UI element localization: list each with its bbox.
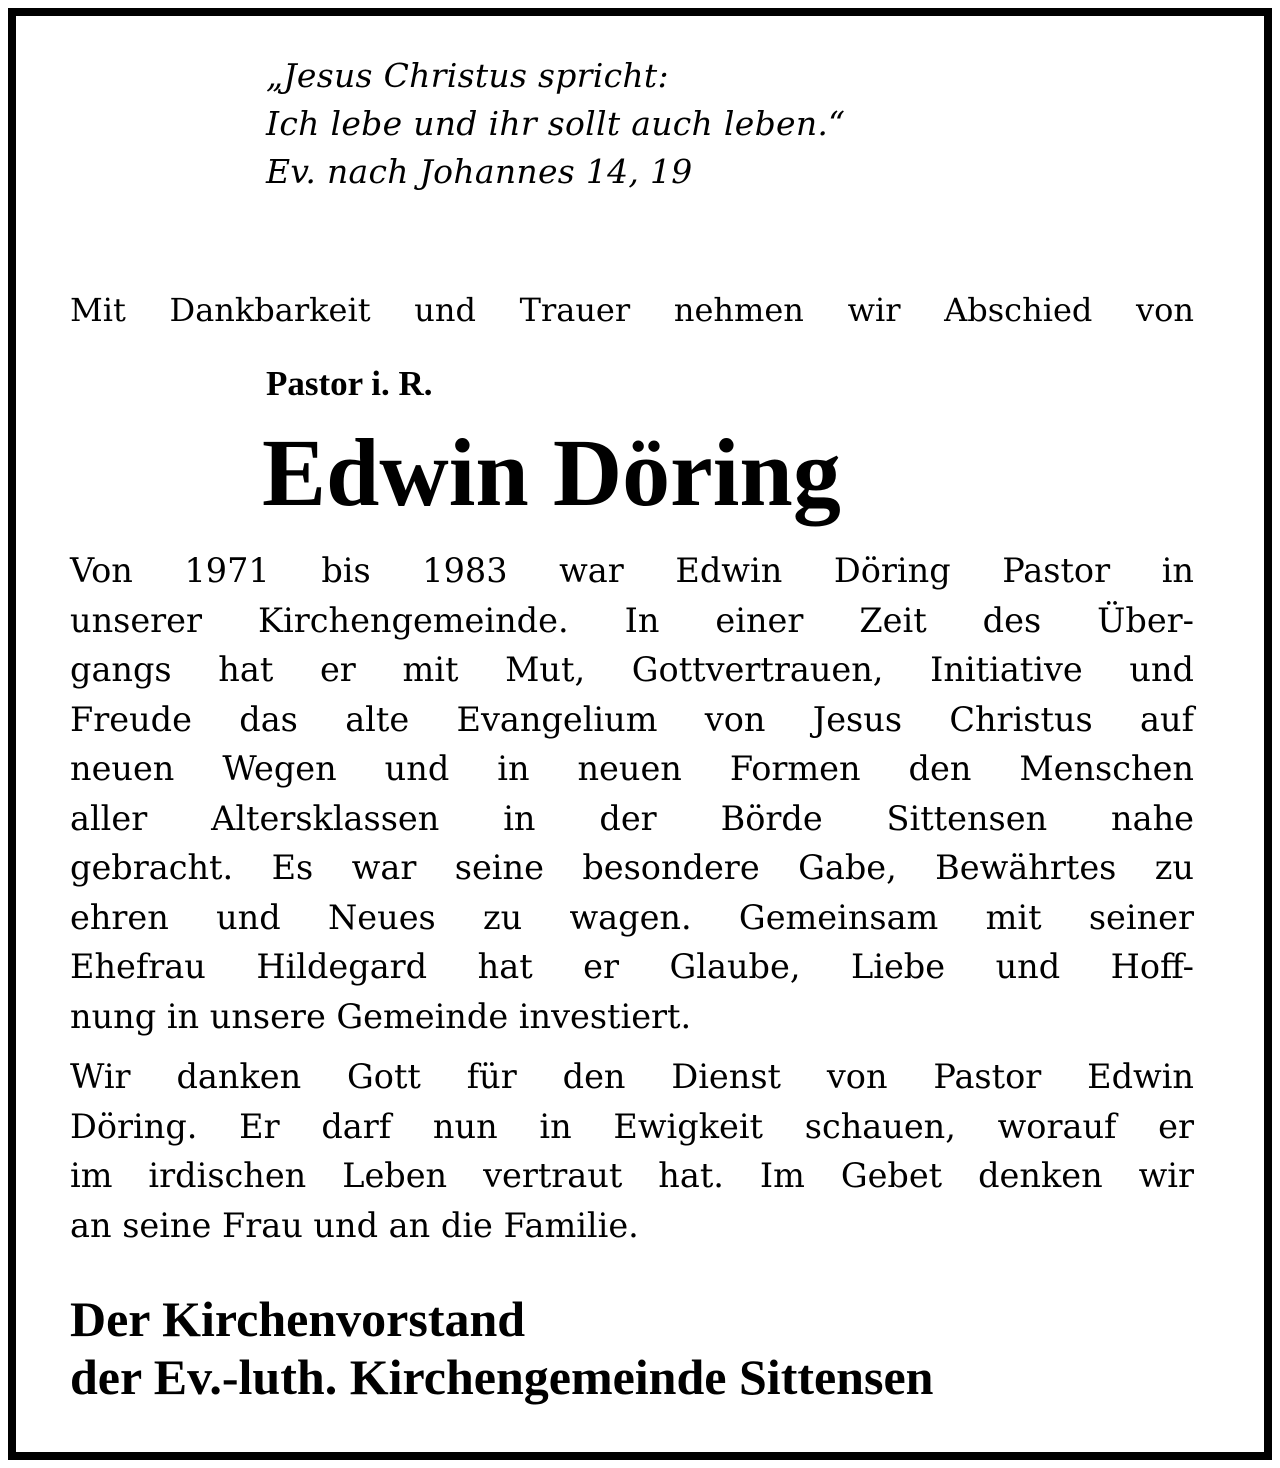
bible-quote [266, 52, 1166, 196]
intro-text: Mit Dankbarkeit und Trauer nehmen wir Abschied von [70, 291, 1194, 329]
paragraph-line: im irdischen Leben vertraut hat. Im Gebet denken wir [70, 1156, 1194, 1195]
paragraph-line: gangs hat er mit Mut, Gottvertrauen, Initiative und [70, 650, 1194, 689]
signature-line: der Ev.-luth. Kirchengemeinde Sittensen [70, 1349, 934, 1405]
paragraph-line: gebracht. Es war seine besondere Gabe, Bewährtes zu [70, 848, 1194, 887]
quote-line: „Jesus Christus spricht: [266, 56, 669, 95]
deceased-title: Pastor i. R. [266, 364, 433, 403]
paragraph-line: neuen Wegen und in neuen Formen den Menschen [70, 749, 1194, 788]
quote-reference: Ev. nach Johannes 14, 19 [266, 152, 693, 191]
tribute-paragraph [70, 546, 1194, 1041]
quote-line: Ich lebe und ihr sollt auch leben.“ [266, 104, 846, 143]
deceased-name: Edwin Döring [262, 419, 841, 526]
signature [70, 1290, 1194, 1406]
thanks-paragraph [70, 1052, 1194, 1250]
paragraph-line: Von 1971 bis 1983 war Edwin Döring Pastor in [70, 551, 1194, 590]
paragraph-line: nung in unsere Gemeinde investiert. [70, 996, 692, 1036]
paragraph-line: an seine Frau und an die Familie. [70, 1205, 639, 1245]
paragraph-line: aller Altersklassen in der Börde Sittensen nahe [70, 798, 1194, 838]
paragraph-line: Döring. Er darf nun in Ewigkeit schauen, worauf er [70, 1106, 1194, 1146]
paragraph-line: Ehefrau Hildegard hat er Glaube, Liebe und Hoff- [70, 947, 1194, 986]
paragraph-line: unserer Kirchengemeinde. In einer Zeit des Über- [70, 600, 1194, 640]
signature-line: Der Kirchenvorstand [70, 1291, 526, 1347]
paragraph-line: ehren und Neues zu wagen. Gemeinsam mit seiner [70, 897, 1194, 937]
paragraph-line: Freude das alte Evangelium von Jesus Christus auf [70, 699, 1194, 739]
paragraph-line: Wir danken Gott für den Dienst von Pastor Edwin [70, 1057, 1194, 1096]
